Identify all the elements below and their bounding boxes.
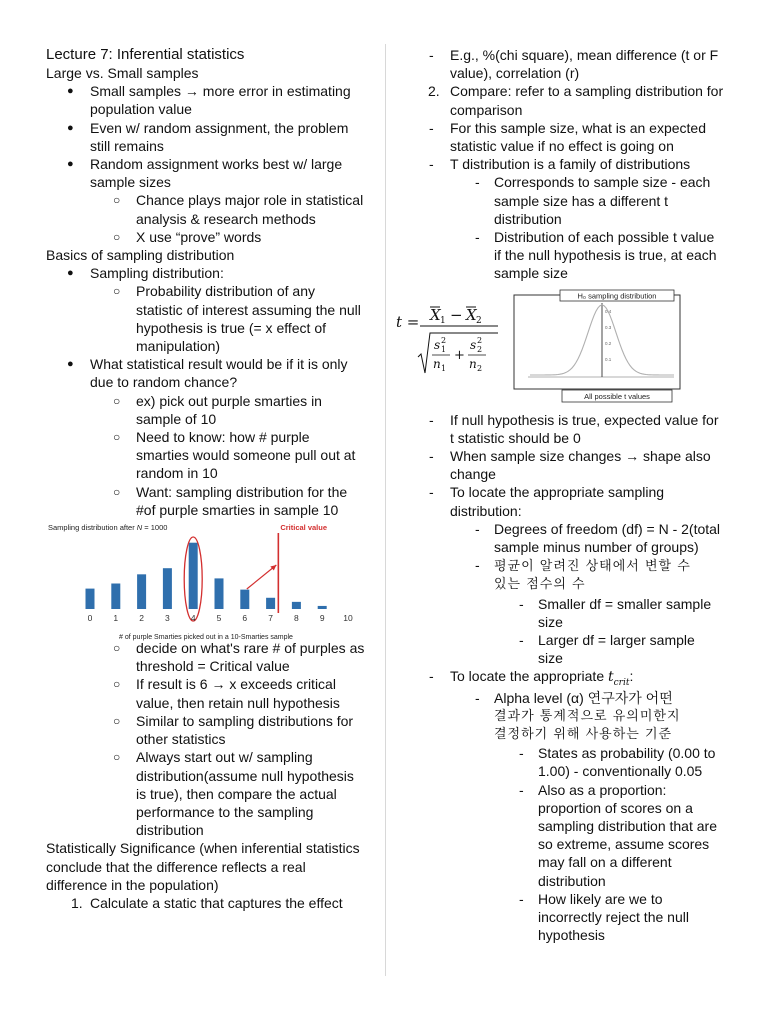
dash-marker: - xyxy=(429,47,434,63)
dash-marker: - xyxy=(519,890,524,907)
x-tick-label: 0 xyxy=(87,613,93,624)
numbered-continuation: comparison xyxy=(450,101,523,118)
dash-marker: - xyxy=(429,448,434,465)
chart-title: Sampling distribution after N = 1000 xyxy=(48,523,168,533)
bullet-item: ● Random assignment works best w/ large xyxy=(67,156,343,173)
sub-bullet-continuation: other statistics xyxy=(136,731,226,748)
sub-dash-item: - Degrees of freedom (df) = N - 2(total xyxy=(475,520,721,537)
hollow-circle-icon: ○ xyxy=(113,393,121,408)
bullet-item: ● What statistical result would be if it is only xyxy=(67,356,348,373)
bar-3 xyxy=(163,568,172,609)
bar-8 xyxy=(292,602,301,609)
dash-marker: - xyxy=(429,119,434,136)
hollow-circle-icon: ○ xyxy=(113,677,121,692)
critical-value-label: Critical value xyxy=(280,523,328,533)
section-heading-basics: Basics of sampling distribution xyxy=(46,247,235,264)
sub-bullet-continuation: #of purple smarties in sample 10 xyxy=(136,501,339,518)
x-tick-label: 9 xyxy=(319,613,325,624)
sub-sub-dash-continuation: distribution xyxy=(538,872,606,889)
arrow-icon xyxy=(247,565,277,589)
paragraph-continuation: conclude that the difference reflects a real xyxy=(46,858,306,875)
sub-sub-dash-continuation: sampling distribution that are xyxy=(538,817,717,834)
sub-sub-dash-item: - Also as a proportion: xyxy=(519,781,667,798)
dash-marker: - xyxy=(519,595,524,612)
svg-text:1: 1 xyxy=(441,363,447,373)
bar-1 xyxy=(111,584,120,610)
dash-marker: - xyxy=(429,156,434,173)
dash-item: - When sample size changes → shape also xyxy=(429,448,711,465)
y-tick-label: 0.1 xyxy=(605,356,612,362)
right-column xyxy=(396,46,736,944)
sub-dash-item: - 평균이 알려진 상태에서 변할 수 xyxy=(475,557,691,575)
svg-text:2: 2 xyxy=(441,335,447,345)
dash-item: - To locate the appropriate $t_{crit}$: xyxy=(429,668,634,689)
bullet-item: ● Small samples → more error in estimating xyxy=(67,83,351,100)
bullet-dot-icon: ● xyxy=(67,158,74,171)
bullet-dot-icon: ● xyxy=(67,121,74,134)
svg-text:s: s xyxy=(470,337,477,352)
svg-text:−: − xyxy=(450,305,463,324)
sub-dash-continuation: distribution xyxy=(494,210,562,227)
bar-5 xyxy=(215,578,224,609)
bullet-continuation: still remains xyxy=(90,137,164,154)
sub-sub-dash-continuation: size xyxy=(538,650,563,667)
dash-item: - E.g., %(chi square), mean difference (t or F xyxy=(429,47,719,63)
x-tick-label: 7 xyxy=(268,613,273,624)
t-formula xyxy=(396,306,498,373)
dash-marker: - xyxy=(475,520,480,537)
bar-6 xyxy=(240,590,249,609)
sub-sub-dash-continuation: proportion of scores on a xyxy=(538,799,693,816)
dash-continuation: change xyxy=(450,466,496,483)
dash-item: - For this sample size, what is an expected xyxy=(429,119,707,136)
paragraph-continuation: difference in the population) xyxy=(46,876,219,893)
y-tick-label: 0.4 xyxy=(605,308,612,314)
sub-dash-item: - Corresponds to sample size - each xyxy=(475,174,711,191)
x-tick-label: 3 xyxy=(165,613,170,624)
sub-bullet-item: ○ Always start out w/ sampling xyxy=(113,749,313,766)
x-tick-label: 10 xyxy=(343,613,353,624)
bar-9 xyxy=(318,606,327,609)
section-heading-large-small: Large vs. Small samples xyxy=(46,65,199,81)
dash-continuation: distribution: xyxy=(450,502,522,519)
x-tick-label: 6 xyxy=(242,613,248,624)
dash-marker: - xyxy=(519,632,524,649)
sub-sub-dash-item: - Larger df = larger sample xyxy=(519,632,695,649)
svg-text:X: X xyxy=(430,305,441,324)
sub-bullet-item: ○ Similar to sampling distributions for xyxy=(113,712,354,729)
x-tick-label: 5 xyxy=(216,613,222,624)
svg-text:+: + xyxy=(454,347,465,363)
sub-bullet-continuation: threshold = Critical value xyxy=(136,658,290,675)
bullet-dot-icon: ● xyxy=(67,267,74,280)
sub-sub-dash-continuation: incorrectly reject the null xyxy=(538,908,689,925)
dash-item: - To locate the appropriate sampling xyxy=(429,484,665,501)
dash-marker: - xyxy=(475,690,480,707)
dash-item: - If null hypothesis is true, expected value for xyxy=(429,411,719,428)
dash-marker: - xyxy=(429,411,434,428)
svg-text:2: 2 xyxy=(476,315,482,326)
hollow-circle-icon: ○ xyxy=(113,713,121,728)
hollow-circle-icon: ○ xyxy=(113,193,121,208)
hollow-circle-icon: ○ xyxy=(113,284,121,299)
svg-text:n: n xyxy=(433,356,441,371)
svg-text:2: 2 xyxy=(477,344,483,354)
sub-bullet-continuation: is true), then compare the actual xyxy=(136,785,337,802)
left-column xyxy=(46,46,376,912)
bullet-continuation: due to random chance? xyxy=(90,374,238,391)
sub-dash-continuation: sample minus number of groups) xyxy=(494,539,699,556)
list-number: 1. xyxy=(71,894,83,911)
dash-marker: - xyxy=(519,745,524,762)
bullet-dot-icon: ● xyxy=(67,358,74,371)
t-formula-and-curve xyxy=(394,287,736,407)
bullet-continuation: sample sizes xyxy=(90,174,171,191)
lecture-title: Lecture 7: Inferential statistics xyxy=(46,46,245,63)
sub-bullet-item: ○ X use “prove” words xyxy=(113,228,262,245)
sub-sub-dash-continuation: 1.00) - conventionally 0.05 xyxy=(538,763,703,780)
sub-bullet-item: ○ Want: sampling distribution for the xyxy=(113,483,348,500)
bar-7 xyxy=(266,598,275,609)
sub-dash-continuation: 결정하기 위해 사용하는 기준 xyxy=(494,726,673,742)
y-tick-label: 0.2 xyxy=(605,340,612,346)
dash-item: - T distribution is a family of distributions xyxy=(429,156,691,173)
sub-bullet-item: ○ Probability distribution of any xyxy=(113,283,315,300)
dash-continuation: value), correlation (r) xyxy=(450,65,580,82)
sub-bullet-item: ○ Need to know: how # purple xyxy=(113,429,310,446)
y-tick-label: 0.3 xyxy=(605,324,612,330)
sub-bullet-continuation: value, then retain null hypothesis xyxy=(136,694,340,711)
smarties-bar-chart xyxy=(44,519,364,642)
bar-2 xyxy=(137,574,146,609)
dash-continuation: t statistic should be 0 xyxy=(450,429,581,446)
sub-dash-item: - Distribution of each possible t value xyxy=(475,229,715,246)
sub-dash-continuation: sample size xyxy=(494,265,568,282)
x-axis-label: # of purple Smarties picked out in a 10-Smarties sample xyxy=(119,634,293,642)
sub-sub-dash-continuation: size xyxy=(538,613,563,630)
sub-sub-dash-continuation: may fall on a different xyxy=(538,854,672,871)
dash-marker: - xyxy=(519,781,524,798)
t-plot-x-label: All possible t values xyxy=(584,391,650,401)
sub-bullet-continuation: analysis & research methods xyxy=(136,210,316,227)
sub-sub-dash-item: - How likely are we to xyxy=(519,890,663,907)
sub-bullet-continuation: hypothesis is true (= x effect of xyxy=(136,319,327,336)
sub-sub-dash-continuation: hypothesis xyxy=(538,927,605,944)
t-plot-title: H₀ sampling distribution xyxy=(577,291,657,301)
sub-sub-dash-item: - Smaller df = smaller sample xyxy=(519,595,712,612)
sub-sub-dash-item: - States as probability (0.00 to xyxy=(519,745,716,762)
sub-bullet-item: ○ ex) pick out purple smarties in xyxy=(113,392,322,409)
sub-dash-continuation: sample size has a different t xyxy=(494,192,669,209)
sub-bullet-continuation: statistic of interest assuming the null xyxy=(136,301,361,318)
svg-text:t =: t = xyxy=(396,312,420,331)
t-test-figure xyxy=(394,287,734,405)
svg-text:2: 2 xyxy=(477,335,483,345)
x-tick-label: 2 xyxy=(139,613,144,624)
numbered-item: 1. Calculate a static that captures the effect xyxy=(71,894,343,911)
bullet-item: ● Sampling distribution: xyxy=(67,265,224,282)
svg-text:1: 1 xyxy=(440,315,446,326)
svg-text:s: s xyxy=(434,337,441,352)
bar-0 xyxy=(86,589,95,609)
bullet-continuation: population value xyxy=(90,101,192,118)
sub-dash-item: - Alpha level (α) 연구자가 어떤 xyxy=(475,690,673,707)
sub-bullet-continuation: performance to the sampling xyxy=(136,803,314,820)
hollow-circle-icon: ○ xyxy=(113,430,121,445)
column-divider xyxy=(385,44,386,976)
bar-4 xyxy=(189,543,198,609)
numbered-item: 2. Compare: refer to a sampling distribution for xyxy=(428,83,724,100)
hollow-circle-icon: ○ xyxy=(113,750,121,765)
dash-marker: - xyxy=(429,484,434,501)
dash-marker: - xyxy=(475,174,480,191)
svg-text:1: 1 xyxy=(441,344,447,354)
sub-bullet-continuation: sample of 10 xyxy=(136,410,217,427)
sub-dash-continuation: if the null hypothesis is true, at each xyxy=(494,247,717,264)
dash-marker: - xyxy=(475,557,480,574)
x-tick-label: 4 xyxy=(190,613,196,624)
sub-bullet-continuation: manipulation) xyxy=(136,338,221,355)
hollow-circle-icon: ○ xyxy=(113,641,121,656)
sub-bullet-continuation: distribution(assume null hypothesis xyxy=(136,767,354,784)
dash-marker: - xyxy=(475,229,480,246)
hollow-circle-icon: ○ xyxy=(113,484,121,499)
bar-chart-svg xyxy=(44,519,366,641)
bullet-dot-icon: ● xyxy=(67,85,74,98)
paragraph-significance: Statistically Significance (when inferential statistics xyxy=(46,840,360,857)
sub-bullet-continuation: random in 10 xyxy=(136,465,218,482)
x-tick-label: 8 xyxy=(294,613,299,624)
hollow-circle-icon: ○ xyxy=(113,229,121,244)
svg-text:n: n xyxy=(469,356,477,371)
sub-bullet-continuation: smarties would someone pull out at xyxy=(136,447,356,464)
dash-continuation: statistic value if no effect is going on xyxy=(450,138,674,155)
sub-dash-continuation: 결과가 통계적으로 유의미한지 xyxy=(494,708,681,724)
sub-dash-continuation: 있는 점수의 수 xyxy=(494,577,586,593)
sub-bullet-continuation: distribution xyxy=(136,822,204,839)
sub-bullet-item: ○ If result is 6 → x exceeds critical xyxy=(113,676,336,693)
bullet-item: ● Even w/ random assignment, the problem xyxy=(67,119,349,136)
sub-bullet-item: ○ Chance plays major role in statistical xyxy=(113,192,364,209)
list-number: 2. xyxy=(428,83,440,100)
svg-text:2: 2 xyxy=(477,363,483,373)
svg-text:X: X xyxy=(466,305,477,324)
dash-marker: - xyxy=(429,668,434,685)
x-tick-label: 1 xyxy=(113,613,119,624)
sub-bullet-item: ○ decide on what's rare # of purples as xyxy=(113,640,365,657)
sub-sub-dash-continuation: so extreme, assume scores xyxy=(538,836,710,853)
